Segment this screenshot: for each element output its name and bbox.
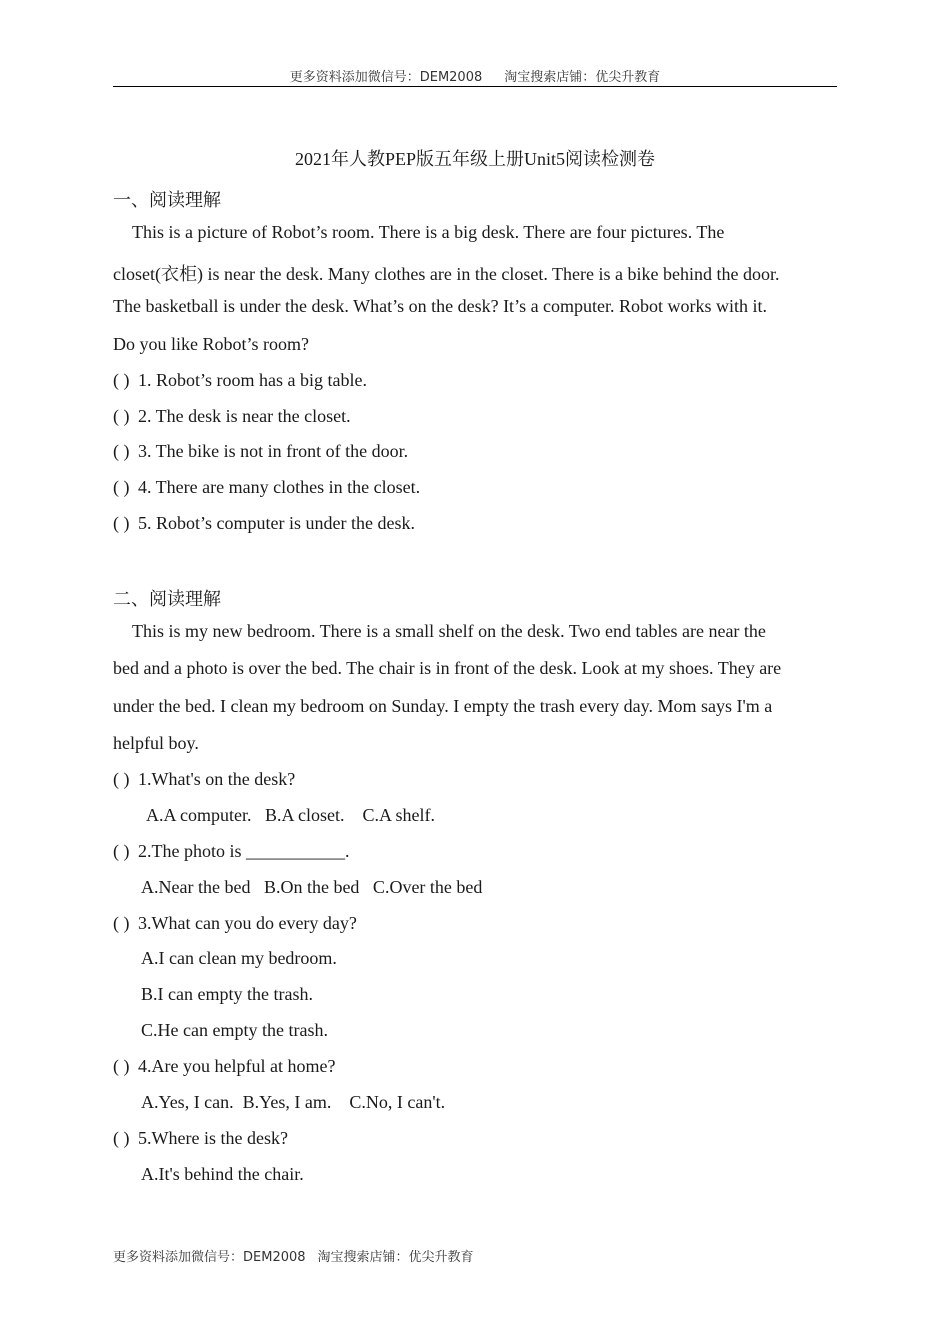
- header-divider: [113, 86, 837, 87]
- section2-passage-line: helpful boy.: [113, 733, 199, 753]
- page-footer: [113, 1246, 474, 1265]
- answer-blank[interactable]: ( ): [113, 370, 130, 390]
- section1-passage-line: This is a picture of Robot’s room. There is a big desk. There are four pictures. The: [132, 222, 725, 242]
- question-option: B.I can empty the trash.: [141, 984, 313, 1004]
- footer-shop: 淘宝搜索店铺：优尖升教育: [317, 1250, 474, 1265]
- answer-blank[interactable]: ( ): [113, 513, 130, 533]
- section2-passage-line: under the bed. I clean my bedroom on Sunday. I empty the trash every day. Mom says I'm a: [113, 696, 773, 716]
- section1-question: ( ) 4. There are many clothes in the closet.: [113, 477, 421, 497]
- section2-heading: 二、阅读理解: [113, 589, 221, 609]
- question-option: C.He can empty the trash.: [141, 1020, 328, 1040]
- section2-question: ( ) 3.What can you do every day?: [113, 913, 357, 933]
- header-shop: 淘宝搜索店铺：优尖升教育: [504, 70, 661, 85]
- header-wechat: 更多资料添加微信号：DEM2008: [289, 70, 483, 85]
- section2-passage-line: bed and a photo is over the bed. The chair is in front of the desk. Look at my shoes. They are: [113, 658, 782, 678]
- answer-blank[interactable]: ( ): [113, 441, 130, 461]
- section1-question: ( ) 1. Robot’s room has a big table.: [113, 370, 367, 390]
- footer-wechat: 更多资料添加微信号：DEM2008: [113, 1250, 306, 1265]
- answer-blank[interactable]: ( ): [113, 769, 130, 789]
- section2-passage-line: This is my new bedroom. There is a small shelf on the desk. Two end tables are near the: [132, 621, 766, 641]
- section2-question: ( ) 4.Are you helpful at home?: [113, 1056, 336, 1076]
- question-options: A.Yes, I can. B.Yes, I am. C.No, I can't.: [141, 1092, 446, 1112]
- section1-heading: 一、阅读理解: [113, 190, 221, 210]
- section1-passage-line: closet(衣柜) is near the desk. Many clothes are in the closet. There is a bike behind the door.: [113, 264, 780, 284]
- section1-passage-line: The basketball is under the desk. What’s on the desk? It’s a computer. Robot works with it.: [113, 296, 768, 316]
- answer-blank[interactable]: ( ): [113, 477, 130, 497]
- answer-blank[interactable]: ( ): [113, 841, 130, 861]
- question-options: A.Near the bed B.On the bed C.Over the bed: [141, 877, 483, 897]
- section2-question: ( ) 5.Where is the desk?: [113, 1128, 288, 1148]
- question-options: A.A computer. B.A closet. C.A shelf.: [146, 805, 435, 825]
- section1-passage-line: Do you like Robot’s room?: [113, 334, 309, 354]
- page-header: [0, 66, 950, 85]
- section2-question: ( ) 2.The photo is ___________.: [113, 841, 350, 861]
- answer-blank[interactable]: ( ): [113, 1056, 130, 1076]
- answer-blank[interactable]: ( ): [113, 1128, 130, 1148]
- section1-question: ( ) 2. The desk is near the closet.: [113, 406, 351, 426]
- section2-question: ( ) 1.What's on the desk?: [113, 769, 296, 789]
- section1-question: ( ) 3. The bike is not in front of the door.: [113, 441, 409, 461]
- answer-blank[interactable]: ( ): [113, 913, 130, 933]
- section1-question: ( ) 5. Robot’s computer is under the desk.: [113, 513, 415, 533]
- page-title: 2021年人教PEP版五年级上册Unit5阅读检测卷: [294, 149, 656, 169]
- question-option: A.It's behind the chair.: [141, 1164, 304, 1184]
- question-option: A.I can clean my bedroom.: [141, 948, 337, 968]
- answer-blank[interactable]: ( ): [113, 406, 130, 426]
